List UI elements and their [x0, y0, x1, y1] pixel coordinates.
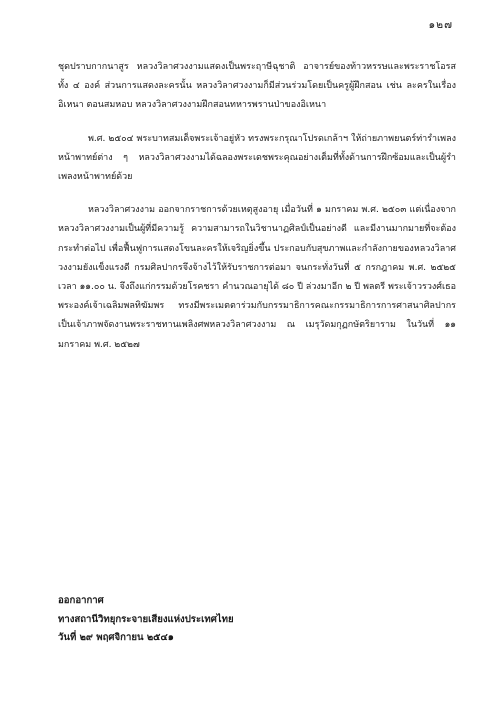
page-number: ๑๒๗	[428, 19, 453, 31]
paragraph-3: หลวงวิลาศวงงาม ออกจากราชการด้วยเหตุสูงอายุ เมื่อวันที่ ๑ มกราคม พ.ศ. ๒๕๐๓ แต่เนื่องจากหลวงวิลาศวงงามเป็นผู้ที่มีความรู้ ความสามารถในวิชานาฏศิลป์เป็นอย่างดี และมีงานมากมายที่จะต้องกระทำต่อไป เพื่อฟื้นฟูการแสดงโขนละครให้เจริญยิ่งขึ้น ประกอบกับสุขภาพและกำลังกายของหลวงวิลาศวงงามยังแข็งแรงดี กรมศิลปากรจึงจ้างไว้ให้รับราชการต่อมา จนกระทั่งวันที่ ๕ กรกฎาคม พ.ศ. ๒๕๒๕ เวลา ๑๑.๐๐ น. จึงถึงแก่กรรมด้วยโรคชรา คำนวณอายุได้ ๘๐ ปี ล่วงมาอีก ๒ ปี พลตรี พระเจ้าวรวงศ์เธอ พระองค์เจ้าเฉลิมพลทิฆัมพร ทรงมีพระเมตตาร่วมกับกรรมาธิการคณะกรรมาธิการการศาสนาศิลปากรเป็นเจ้าภาพจัดงานพระราชทานเพลิงศพหลวงวิลาศวงงาม ณ เมรุวัดมกุฏกษัตริยาราม ในวันที่ ๑๑ มกราคม พ.ศ. ๒๕๒๗	[58, 205, 456, 350]
document-body	[58, 58, 456, 369]
broadcast-label: ออกอากาศ	[58, 595, 104, 606]
broadcast-signature	[58, 592, 418, 648]
broadcast-station: ทางสถานีวิทยุกระจายเสียงแห่งประเทศไทย	[58, 613, 234, 625]
broadcast-date: วันที่ ๒๙ พฤศจิกายน ๒๕๔๑	[58, 632, 174, 643]
paragraph-2: พ.ศ. ๒๕๐๔ พระบาทสมเด็จพระเจ้าอยู่หัว ทรงพระกรุณาโปรดเกล้าฯ ให้ถ่ายภาพยนตร์ท่ารำเพลงหน้าพาทย์ต่าง ๆ หลวงวิลาศวงงามได้ฉลองพระเดชพระคุณอย่างเต็มที่ทั้งด้านการฝึกซ้อมและเป็นผู้รำเพลงหน้าพาทย์ด้วย	[58, 133, 456, 183]
paragraph-1: ชุดปราบกากนาสูร หลวงวิลาศวงงามแสดงเป็นพระฤาษีฉุชาติ อาจารย์ของท้าวหรรษและพระราชโอรสทั้ง ๔ องค์ ส่วนการแสดงละครนั้น หลวงวิลาศวงงามก็มีส่วนร่วมโดยเป็นครูผู้ฝึกสอน เช่น ละครในเรื่องอิเหนา ตอนสมหอบ หลวงวิลาศวงงามฝึกสอนทหารพรานป่าของอิเหนา	[58, 62, 456, 111]
